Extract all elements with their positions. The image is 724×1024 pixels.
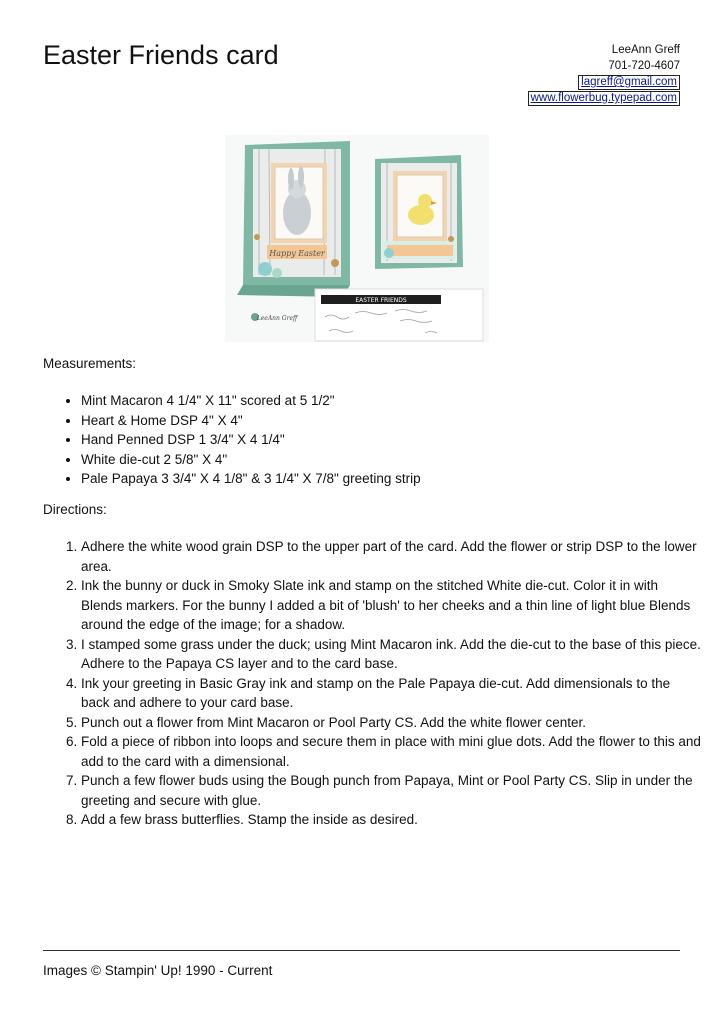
measurement-item: • Mint Macaron 4 1/4" X 11" scored at 5 1/2" (81, 391, 421, 411)
measurements-heading: Measurements: (43, 356, 137, 371)
contact-phone: 701-720-4607 (608, 60, 680, 72)
svg-text:LeeAnn Greff: LeeAnn Greff (256, 315, 298, 322)
direction-item: 7. Punch a few flower buds using the Bough punch from Papaya, Mint or Pool Party CS. Slip in under the greeting and secure with glue. (81, 771, 701, 810)
page-title: Easter Friends card (43, 40, 279, 70)
directions-list (60, 537, 701, 830)
footer-copyright: Images © Stampin' Up! 1990 - Current (43, 963, 273, 978)
signature-logo (251, 313, 299, 322)
card-photo (225, 135, 489, 342)
duck-card (375, 155, 463, 269)
direction-item: 8. Add a few brass butterflies. Stamp the inside as desired. (81, 810, 701, 830)
measurement-item: • Pale Papaya 3 3/4" X 4 1/8" & 3 1/4" X 7/8" greeting strip (81, 469, 421, 489)
measurements-list (63, 391, 421, 489)
direction-item: 2. Ink the bunny or duck in Smoky Slate ink and stamp on the stitched White die-cut. Color it in with Blends markers. For the bunny I added a bit of 'blush' to her cheeks and a thin line of light blue Blends around the edge of the image; for a shadow. (81, 576, 701, 635)
direction-item: 5. Punch out a flower from Mint Macaron or Pool Party CS. Add the white flower center. (81, 713, 701, 733)
directions-heading: Directions: (43, 502, 107, 517)
direction-item: 6. Fold a piece of ribbon into loops and secure them in place with mini glue dots. Add the flower to this and add to the card with a dimensional. (81, 732, 701, 771)
contact-email-link[interactable]: lagreff@gmail.com (578, 75, 680, 90)
direction-item: 4. Ink your greeting in Basic Gray ink and stamp on the Pale Papaya die-cut. Add dimensionals to the back and adhere to your card base. (81, 674, 701, 713)
insert-banner: EASTER FRIENDS (355, 297, 407, 304)
insert-card (315, 289, 483, 341)
bunny-greeting: Happy Easter (269, 249, 325, 258)
footer-divider (43, 950, 680, 951)
contact-block (528, 42, 680, 106)
measurement-item: • Heart & Home DSP 4" X 4" (81, 411, 421, 431)
measurement-item: • White die-cut 2 5/8" X 4" (81, 450, 421, 470)
direction-item: 1. Adhere the white wood grain DSP to the upper part of the card. Add the flower or strip DSP to the lower area. (81, 537, 701, 576)
bunny-card (237, 141, 350, 297)
direction-item: 3. I stamped some grass under the duck; using Mint Macaron ink. Add the die-cut to the base of this piece. Adhere to the Papaya CS layer and to the card base. (81, 635, 701, 674)
contact-website-link[interactable]: www.flowerbug.typepad.com (528, 91, 680, 106)
measurement-item: • Hand Penned DSP 1 3/4" X 4 1/4" (81, 430, 421, 450)
contact-name: LeeAnn Greff (611, 44, 680, 56)
